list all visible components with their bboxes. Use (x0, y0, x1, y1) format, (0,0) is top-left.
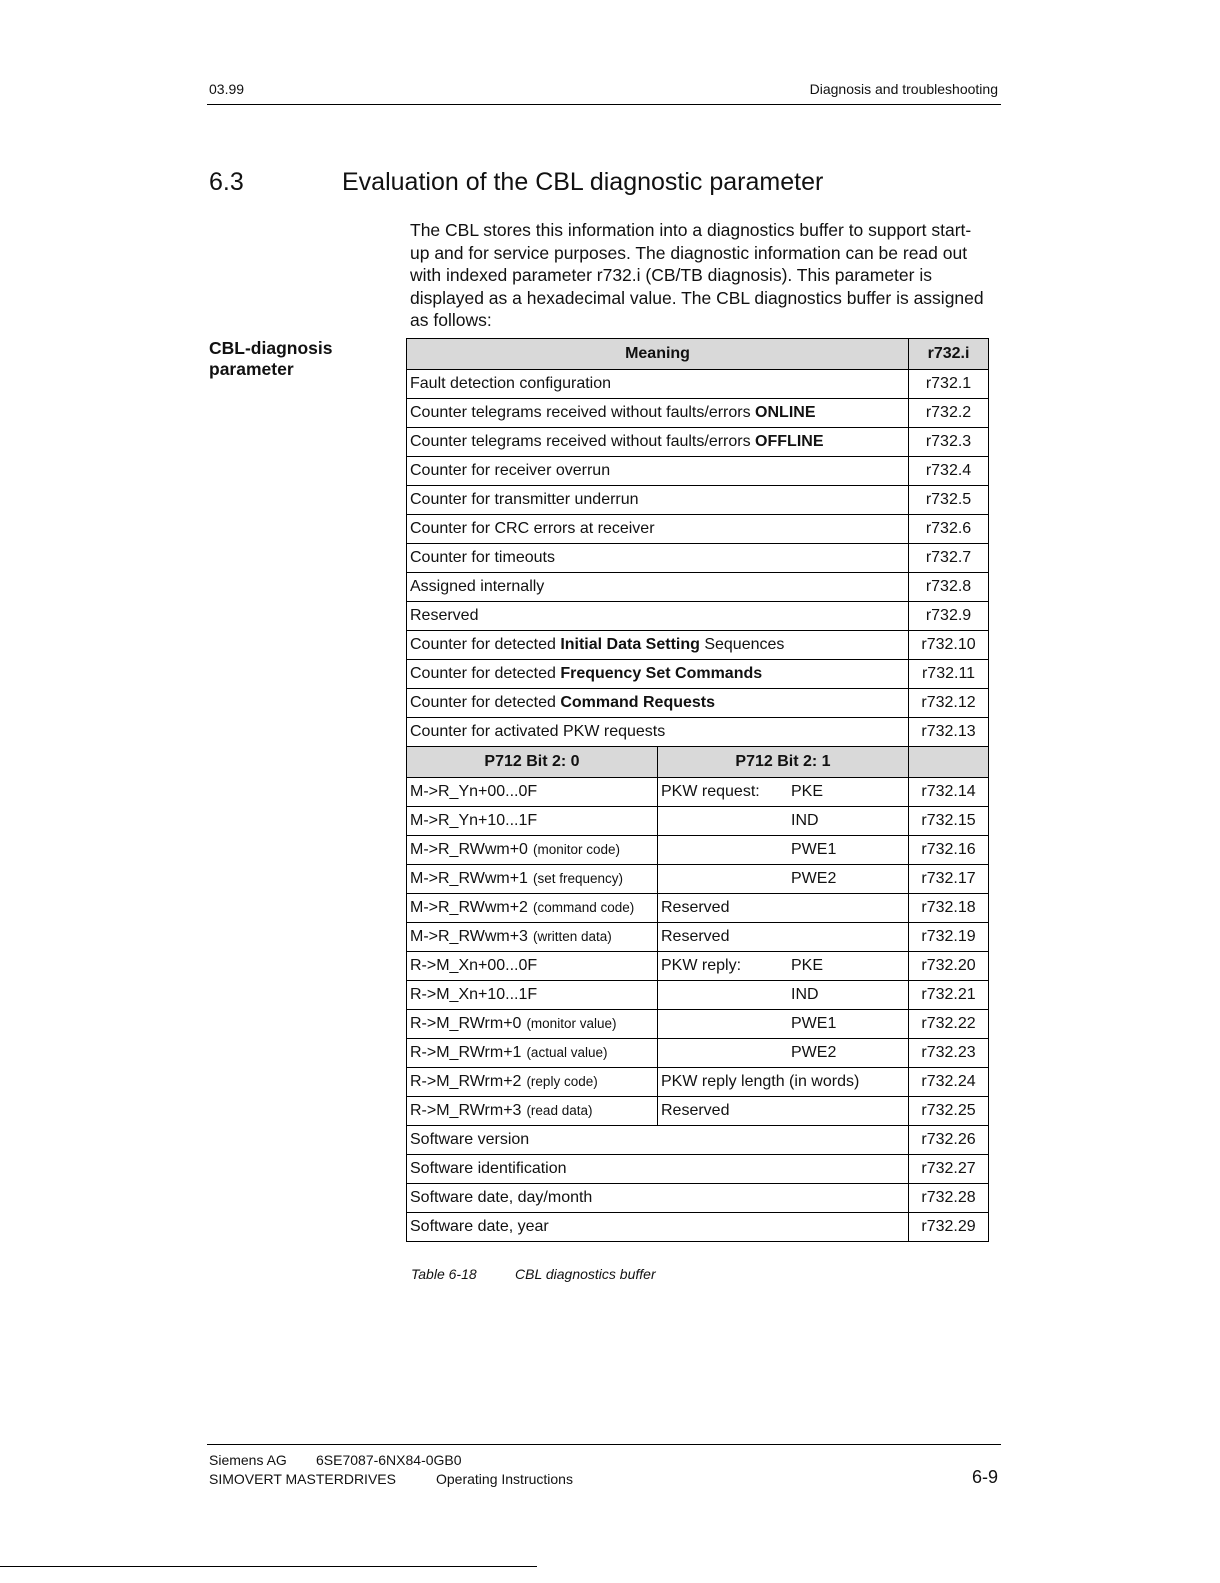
row-meaning (407, 428, 909, 457)
row-meaning (407, 689, 909, 718)
table-row (407, 1155, 989, 1184)
table-row (407, 923, 989, 952)
footer-order-number: 6SE7087-6NX84-0GB0 (316, 1452, 462, 1468)
row-bit0-cell (407, 807, 658, 836)
meaning-text: Counter telegrams received without faults/errors (410, 404, 756, 421)
side-label-line2: parameter (209, 359, 294, 379)
bit1-field: PKE (791, 783, 824, 800)
bit0-note: (set frequency) (532, 871, 623, 886)
section-title: Evaluation of the CBL diagnostic parameter (342, 168, 824, 196)
meaning-suffix: Sequences (699, 636, 785, 653)
table-caption-number: Table 6-18 (411, 1266, 477, 1282)
table-caption-text: CBL diagnostics buffer (515, 1266, 656, 1282)
bit0-signal: M->R_Yn+00...0F (410, 783, 538, 800)
bit0-note: (monitor value) (526, 1016, 617, 1031)
bit1-field: PWE2 (791, 1044, 837, 1061)
row-index: r732.10 (909, 631, 989, 660)
table-row (407, 807, 989, 836)
row-index: r732.28 (909, 1184, 989, 1213)
bit0-note: (read data) (526, 1103, 593, 1118)
table-row (407, 981, 989, 1010)
row-bit0-cell (407, 981, 658, 1010)
meaning-text: Counter for CRC errors at receiver (410, 520, 655, 537)
row-meaning (407, 399, 909, 428)
row-index: r732.15 (909, 807, 989, 836)
row-index: r732.17 (909, 865, 989, 894)
row-index: r732.16 (909, 836, 989, 865)
scan-edge-line (0, 1566, 537, 1567)
bit0-signal: R->M_Xn+00...0F (410, 957, 538, 974)
table-row (407, 1097, 989, 1126)
row-index: r732.22 (909, 1010, 989, 1039)
row-bit0-cell (407, 836, 658, 865)
row-index: r732.27 (909, 1155, 989, 1184)
diagnostics-table (406, 338, 989, 1242)
row-bit1-cell (658, 923, 909, 952)
side-label-line1: CBL-diagnosis (209, 338, 333, 358)
header-rule (207, 104, 1001, 105)
table-row (407, 718, 989, 747)
table-row (407, 689, 989, 718)
table-row (407, 515, 989, 544)
row-meaning (407, 515, 909, 544)
row-bit1-cell (658, 952, 909, 981)
bit0-signal: R->M_RWrm+1 (410, 1044, 522, 1061)
table-row (407, 1010, 989, 1039)
row-meaning (407, 602, 909, 631)
row-bit0-cell (407, 923, 658, 952)
row-meaning (407, 631, 909, 660)
table-row (407, 1213, 989, 1242)
footer-company: Siemens AG (209, 1452, 287, 1468)
row-meaning (407, 718, 909, 747)
row-index: r732.9 (909, 602, 989, 631)
table-header-row (407, 339, 989, 370)
row-index: r732.19 (909, 923, 989, 952)
row-bit1-cell (658, 1068, 909, 1097)
meaning-text: Counter for detected (410, 694, 561, 711)
row-meaning: Software date, year (407, 1213, 909, 1242)
row-index: r732.20 (909, 952, 989, 981)
row-bit0-cell (407, 778, 658, 807)
table-subheader-row (407, 747, 989, 778)
row-bit1-cell (658, 807, 909, 836)
bit0-signal: R->M_RWrm+0 (410, 1015, 522, 1032)
row-bit0-cell (407, 952, 658, 981)
row-bit1-cell (658, 865, 909, 894)
row-meaning (407, 544, 909, 573)
meaning-text: Counter for transmitter underrun (410, 491, 639, 508)
row-bit0-cell (407, 1068, 658, 1097)
footer-product: SIMOVERT MASTERDRIVES (209, 1471, 396, 1487)
meaning-text: Assigned internally (410, 578, 545, 595)
table-row (407, 486, 989, 515)
meaning-bold: Frequency Set Commands (560, 665, 763, 682)
meaning-text: Counter for detected (410, 665, 561, 682)
row-bit1-cell (658, 894, 909, 923)
table-row (407, 1068, 989, 1097)
bit1-label: Reserved (661, 928, 730, 945)
table-row (407, 399, 989, 428)
bit1-field: PWE1 (791, 1015, 837, 1032)
row-index: r732.4 (909, 457, 989, 486)
table-row (407, 1039, 989, 1068)
meaning-text: Counter telegrams received without faults/errors (410, 433, 756, 450)
bit1-field: PKE (791, 957, 824, 974)
table-row (407, 952, 989, 981)
row-index: r732.6 (909, 515, 989, 544)
bit0-note: (actual value) (526, 1045, 608, 1060)
bit1-field: PWE2 (791, 870, 837, 887)
bit0-signal: M->R_RWwm+2 (410, 899, 528, 916)
table-row (407, 457, 989, 486)
row-bit0-cell (407, 1097, 658, 1126)
bit0-note: (monitor code) (532, 842, 620, 857)
subheader-bit-0: P712 Bit 2: 0 (407, 747, 658, 778)
bit1-label: PKW reply length (in words) (661, 1073, 860, 1090)
bit1-label: Reserved (661, 899, 730, 916)
header-meaning: Meaning (407, 339, 909, 370)
row-bit1-cell (658, 981, 909, 1010)
row-meaning (407, 370, 909, 399)
row-bit1-cell (658, 1010, 909, 1039)
header-date: 03.99 (209, 81, 245, 97)
row-index: r732.3 (909, 428, 989, 457)
bit0-signal: M->R_RWwm+3 (410, 928, 528, 945)
row-index: r732.25 (909, 1097, 989, 1126)
row-meaning (407, 660, 909, 689)
table-row (407, 1184, 989, 1213)
row-bit0-cell (407, 894, 658, 923)
row-index: r732.18 (909, 894, 989, 923)
bit1-field: PWE1 (791, 841, 837, 858)
intro-paragraph: The CBL stores this information into a diagnostics buffer to support start-up and for service purposes. The diagnostic information can be read out with indexed parameter r732.i (CB/TB diagnosis). This parameter is displayed as a hexadecimal value. The CBL diagnostics buffer is assigned as follows: (410, 220, 984, 330)
row-index: r732.12 (909, 689, 989, 718)
row-index: r732.13 (909, 718, 989, 747)
footer-doc-type: Operating Instructions (436, 1471, 573, 1487)
row-bit1-cell (658, 778, 909, 807)
meaning-text: Counter for activated PKW requests (410, 723, 666, 740)
bit0-signal: R->M_RWrm+3 (410, 1102, 522, 1119)
subheader-empty (909, 747, 989, 778)
meaning-text: Counter for receiver overrun (410, 462, 611, 479)
row-index: r732.11 (909, 660, 989, 689)
table-row (407, 631, 989, 660)
bit1-label: PKW request: (661, 783, 760, 800)
meaning-bold: Command Requests (560, 694, 716, 711)
bit0-signal: M->R_Yn+10...1F (410, 812, 538, 829)
side-label (209, 338, 379, 380)
row-bit1-cell (658, 1097, 909, 1126)
row-bit0-cell (407, 865, 658, 894)
row-index: r732.1 (909, 370, 989, 399)
bit0-signal: M->R_RWwm+1 (410, 870, 528, 887)
footer-rule (207, 1444, 1001, 1445)
meaning-bold: ONLINE (755, 404, 816, 421)
table-row (407, 1126, 989, 1155)
row-index: r732.29 (909, 1213, 989, 1242)
row-bit0-cell (407, 1010, 658, 1039)
row-index: r732.23 (909, 1039, 989, 1068)
diagnostics-table-body (407, 339, 989, 1242)
row-bit1-cell (658, 836, 909, 865)
table-row (407, 544, 989, 573)
row-index: r732.14 (909, 778, 989, 807)
bit0-signal: R->M_Xn+10...1F (410, 986, 538, 1003)
row-index: r732.24 (909, 1068, 989, 1097)
row-meaning: Software identification (407, 1155, 909, 1184)
row-meaning: Software date, day/month (407, 1184, 909, 1213)
bit1-label: PKW reply: (661, 957, 742, 974)
bit0-note: (command code) (532, 900, 635, 915)
bit0-signal: R->M_RWrm+2 (410, 1073, 522, 1090)
row-index: r732.5 (909, 486, 989, 515)
meaning-text: Fault detection configuration (410, 375, 612, 392)
bit1-label: Reserved (661, 1102, 730, 1119)
row-index: r732.8 (909, 573, 989, 602)
table-row (407, 573, 989, 602)
row-meaning (407, 573, 909, 602)
table-row (407, 865, 989, 894)
row-bit1-cell (658, 1039, 909, 1068)
row-index: r732.26 (909, 1126, 989, 1155)
header-index: r732.i (909, 339, 989, 370)
table-row (407, 778, 989, 807)
meaning-bold: OFFLINE (755, 433, 824, 450)
bit1-field: IND (791, 812, 819, 829)
meaning-text: Counter for detected (410, 636, 561, 653)
subheader-bit-1: P712 Bit 2: 1 (658, 747, 909, 778)
row-index: r732.7 (909, 544, 989, 573)
row-meaning: Software version (407, 1126, 909, 1155)
section-number: 6.3 (209, 168, 244, 196)
row-meaning (407, 486, 909, 515)
table-row (407, 428, 989, 457)
bit1-field: IND (791, 986, 819, 1003)
table-row (407, 602, 989, 631)
table-row (407, 894, 989, 923)
row-bit0-cell (407, 1039, 658, 1068)
meaning-text: Reserved (410, 607, 479, 624)
page-number: 6-9 (971, 1467, 998, 1487)
bit0-signal: M->R_RWwm+0 (410, 841, 528, 858)
bit0-note: (written data) (532, 929, 612, 944)
table-row (407, 370, 989, 399)
header-chapter-title: Diagnosis and troubleshooting (809, 81, 998, 97)
row-index: r732.2 (909, 399, 989, 428)
meaning-text: Counter for timeouts (410, 549, 555, 566)
meaning-bold: Initial Data Setting (560, 636, 700, 653)
table-row (407, 836, 989, 865)
row-index: r732.21 (909, 981, 989, 1010)
row-meaning (407, 457, 909, 486)
bit0-note: (reply code) (526, 1074, 598, 1089)
table-row (407, 660, 989, 689)
